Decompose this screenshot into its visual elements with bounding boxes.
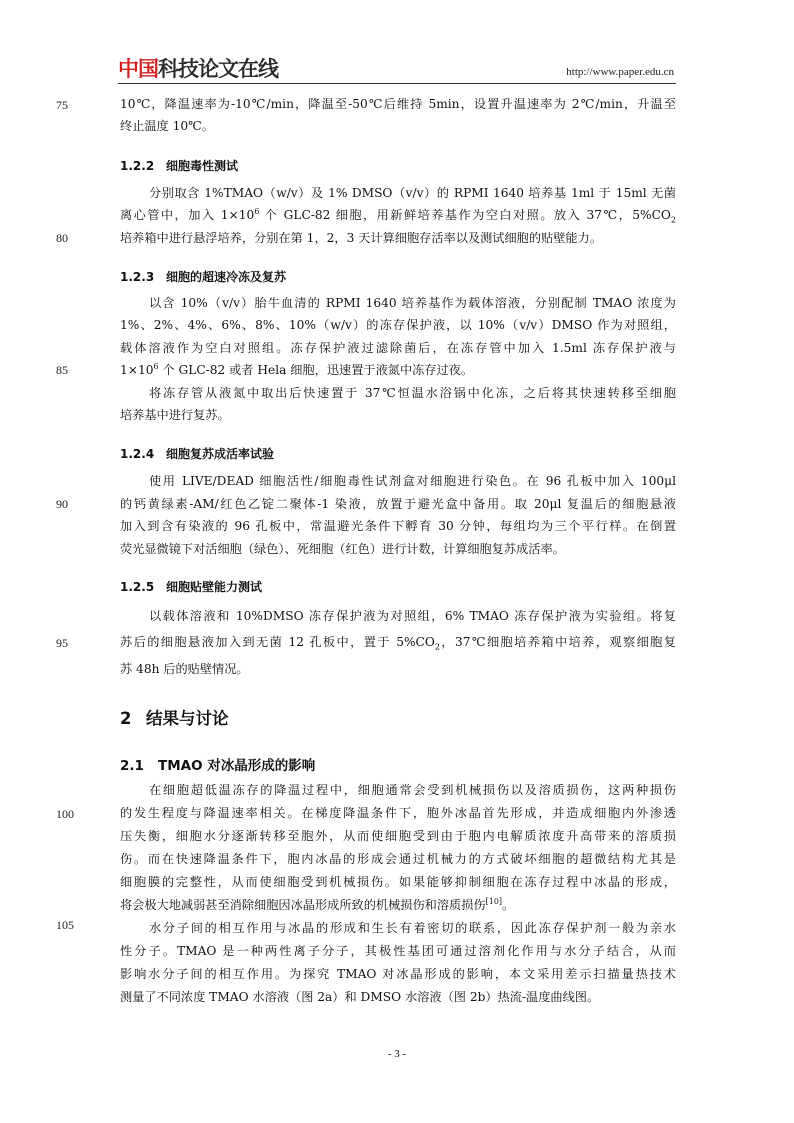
- body-line: 1%、2%、4%、6%、8%、10%（w/v）的冻存保护液，以 10%（v/v）DMSO 作为对照组，: [120, 318, 676, 332]
- section-title: 结果与讨论: [146, 709, 229, 728]
- body-line: $1\times 10^6$ 个 GLC-82 或者 Hela 细胞，迅速置于液氮中冻存过夜。: [120, 361, 474, 377]
- body-line: 离心管中，加入 $1\times 10^6$ 个 GLC-82 细胞，用新鲜培养基作为空白对照。放入 37℃，$5\%CO_2$: [120, 206, 676, 225]
- logo-text-red: 中国: [118, 57, 158, 81]
- section-title: 细胞复苏成活率试验: [166, 447, 275, 461]
- body-line: 将会极大地减弱甚至消除细胞因冰晶形成所致的机械损伤和溶质损伤[10]。: [120, 896, 515, 912]
- section-heading: [120, 705, 229, 729]
- line-number: 80: [56, 231, 68, 245]
- body-line: 性分子。TMAO 是一种两性离子分子，其极性基团可通过溶剂化作用与水分子结合，从而: [120, 944, 676, 958]
- body-line: 荧光显微镜下对活细胞（绿色）、死细胞（红色）进行计数，计算细胞复苏成活率。: [120, 542, 565, 556]
- section-number: 1.2.4: [120, 447, 155, 461]
- body-line: 压失衡，细胞水分逐渐转移至胞外，从而使细胞受到由于胞内电解质浓度升高带来的溶质损: [120, 829, 676, 843]
- body-line: 10℃，降温速率为-10℃/min，降温至-50℃后维持 5min，设置升温速率为 2℃/min，升温至: [120, 97, 676, 111]
- body-line: 培养箱中进行悬浮培养，分别在第 1，2，3 天计算细胞存活率以及测试细胞的贴壁能力。: [120, 231, 602, 245]
- body-line: 测量了不同浓度 TMAO 水溶液（图 2a）和 DMSO 水溶液（图 2b）热流-温度曲线图。: [120, 990, 600, 1004]
- section-number: 2.1: [120, 758, 144, 774]
- body-line: 以载体溶液和 10%DMSO 冻存保护液为对照组，6% TMAO 冻存保护液为实验组。将复: [149, 609, 676, 623]
- body-line: 苏 48h 后的贴壁情况。: [120, 662, 249, 676]
- header-rule: [118, 83, 676, 84]
- body-line: 伤。而在快速降温条件下，胞内冰晶的形成会通过机械力的方式破坏细胞的超微结构尤其是: [120, 852, 676, 866]
- body-line: 在细胞超低温冻存的降温过程中，细胞通常会受到机械损伤以及溶质损伤，这两种损伤: [149, 783, 676, 797]
- line-number: 75: [56, 98, 68, 112]
- subsection-heading: [120, 578, 262, 595]
- subsection-heading: [120, 754, 315, 774]
- section-title: 细胞贴壁能力测试: [166, 580, 263, 594]
- body-line: 载体溶液作为空白对照组。冻存保护液过滤除菌后，在冻存管中加入 1.5ml 冻存保护液与: [120, 341, 676, 355]
- body-line: 苏后的细胞悬液加入到无菌 12 孔板中，置于 $5\%CO_2$，37℃细胞培养箱中培养，观察细胞复: [120, 635, 676, 652]
- body-line: 细胞膜的完整性，从而使细胞受到机械损伤。如果能够抑制细胞在冻存过程中冰晶的形成，: [120, 875, 676, 889]
- line-number: 95: [56, 636, 68, 650]
- section-number: 2: [120, 709, 132, 728]
- page-number: - 3 -: [387, 1048, 407, 1060]
- section-number: 1.2.5: [120, 580, 155, 594]
- header-url: http://www.paper.edu.cn: [566, 66, 674, 78]
- line-number: 100: [56, 807, 74, 821]
- section-title: 细胞毒性测试: [166, 159, 239, 173]
- body-line: 以含 10%（v/v）胎牛血清的 RPMI 1640 培养基作为载体溶液，分别配制 TMAO 浓度为: [149, 296, 676, 310]
- subsection-heading: [120, 445, 274, 462]
- body-line: 影响水分子间的相互作用。为探究 TMAO 对冰晶形成的影响，本文采用差示扫描量热技术: [120, 967, 676, 981]
- section-title: 细胞的超速冷冻及复苏: [166, 270, 287, 284]
- body-line: 使用 LIVE/DEAD 细胞活性/细胞毒性试剂盒对细胞进行染色。在 96 孔板中加入 100μl: [149, 474, 676, 488]
- body-line: 水分子间的相互作用与冰晶的形成和生长有着密切的联系，因此冻存保护剂一般为亲水: [149, 921, 676, 935]
- body-line: 的钙黄绿素-AM/红色乙锭二聚体-1 染液，放置于避光盒中备用。取 20μl 复温后的细胞悬液: [120, 497, 676, 511]
- line-number: 85: [56, 363, 68, 377]
- subsection-heading: [120, 157, 238, 174]
- line-number: 90: [56, 497, 68, 511]
- section-number: 1.2.3: [120, 270, 155, 284]
- body-line: 分别取含 1%TMAO（w/v）及 1% DMSO（v/v）的 RPMI 1640 培养基 1ml 于 15ml 无菌: [149, 186, 676, 200]
- body-line: 培养基中进行复苏。: [120, 408, 230, 422]
- section-title: TMAO 对冰晶形成的影响: [158, 758, 316, 774]
- journal-logo: [118, 55, 278, 83]
- body-line: 加入到含有染液的 96 孔板中，常温避光条件下孵育 30 分钟，每组均为三个平行样。在倒置: [120, 519, 676, 533]
- subsection-heading: [120, 268, 286, 285]
- body-line: 的发生程度与降温速率相关。在梯度降温条件下，胞外冰晶首先形成，并造成细胞内外渗透: [120, 806, 676, 820]
- section-number: 1.2.2: [120, 159, 155, 173]
- line-number: 105: [56, 918, 74, 932]
- body-line: 将冻存管从液氮中取出后快速置于 37℃恒温水浴锅中化冻，之后将其快速转移至细胞: [149, 386, 676, 400]
- body-line: 终止温度 10℃。: [120, 119, 214, 133]
- logo-text-dark: 科技论文在线: [158, 57, 278, 81]
